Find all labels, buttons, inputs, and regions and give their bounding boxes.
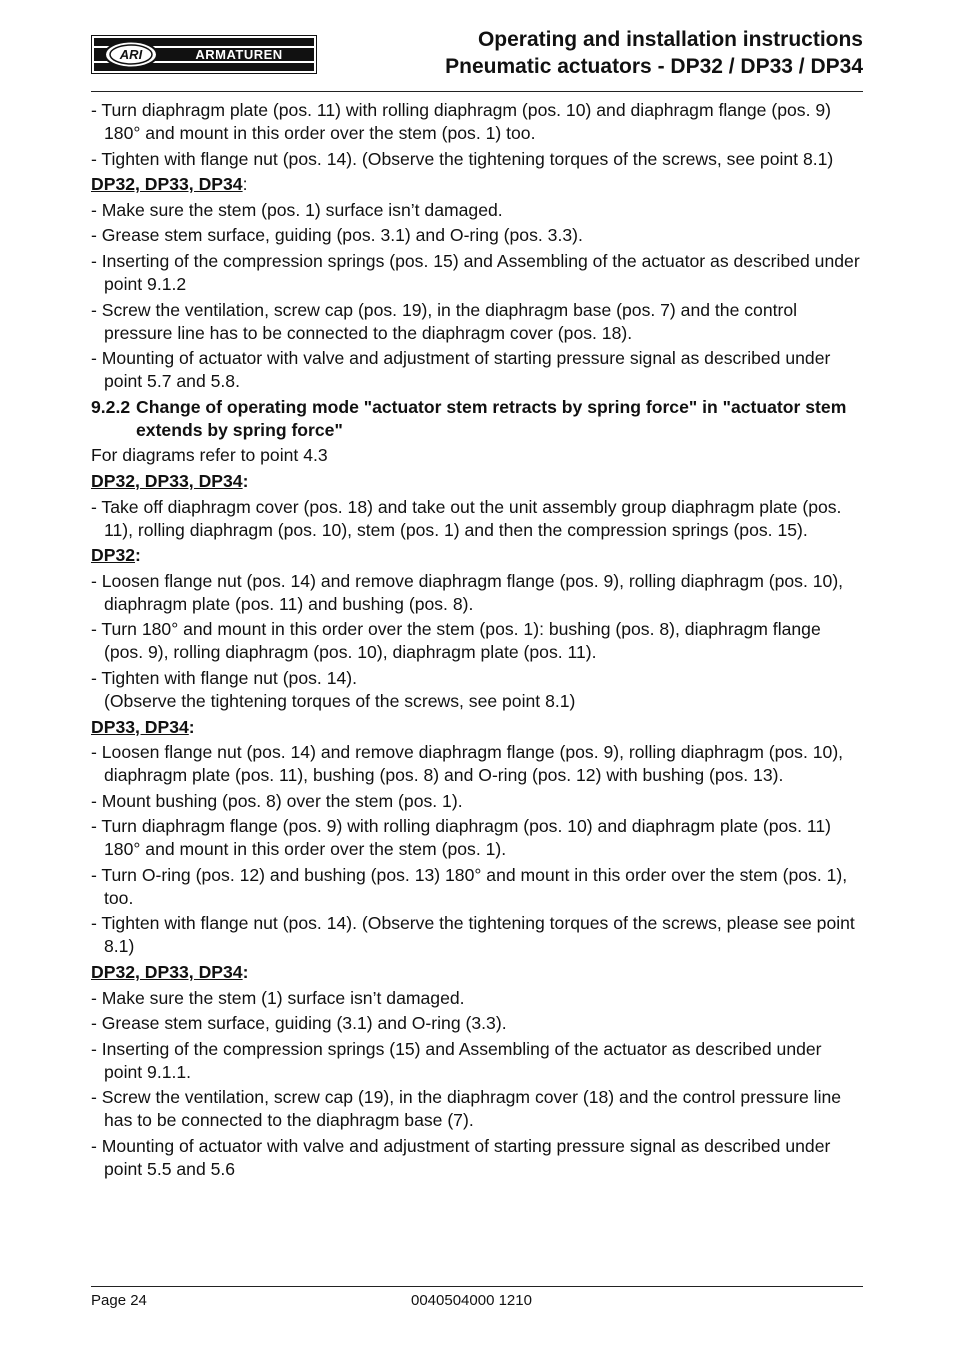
- instruction-step-text: - Tighten with flange nut (pos. 14). (Observe the tightening torques of the screws, please see point 8.1): [91, 913, 855, 957]
- instruction-step-text: - Mount bushing (pos. 8) over the stem (pos. 1).: [91, 790, 463, 811]
- instruction-step-text: - Screw the ventilation, screw cap (19), in the diaphragm cover (18) and the control pressure line has to be connected to the diaphragm base (7).: [91, 1087, 842, 1131]
- instruction-step: [91, 148, 863, 171]
- subheading-colon: :: [242, 962, 249, 983]
- instruction-step-text: - Make sure the stem (1) surface isn’t damaged.: [91, 987, 465, 1008]
- model-subheading-label: DP32, DP33, DP34: [91, 174, 243, 195]
- instruction-step: [91, 815, 863, 861]
- instruction-step-text: - Loosen flange nut (pos. 14) and remove diaphragm flange (pos. 9), rolling diaphragm (pos. 10), diaphragm plate (pos. 11) and bushing (pos. 8).: [91, 570, 844, 614]
- instruction-step-text: - Grease stem surface, guiding (3.1) and O-ring (3.3).: [91, 1013, 507, 1034]
- instruction-step: [91, 570, 863, 616]
- instruction-step: [91, 199, 863, 222]
- svg-text:ARI: ARI: [119, 47, 143, 62]
- instruction-step: [91, 1038, 863, 1084]
- instruction-step-text: - Grease stem surface, guiding (pos. 3.1) and O-ring (pos. 3.3).: [91, 225, 583, 246]
- instruction-step-text: - Take off diaphragm cover (pos. 18) and take out the unit assembly group diaphragm plate (pos. 11), rolling diaphragm (pos. 10), stem (pos. 1) and then the compression springs (pos. 15).: [91, 496, 842, 540]
- section-number: 9.2.2: [91, 396, 131, 417]
- subheading-colon: :: [242, 470, 249, 491]
- instruction-step-text: - Loosen flange nut (pos. 14) and remove diaphragm flange (pos. 9), rolling diaphragm (pos. 10), diaphragm plate (pos. 11), bushing (pos. 8) and O-ring (pos. 12) with bushing (pos. 13).: [91, 742, 844, 786]
- instruction-step: [91, 741, 863, 787]
- subheading-colon: :: [188, 716, 195, 737]
- section-title: Change of operating mode "actuator stem retracts by spring force" in "actuator stem extends by spring force": [136, 396, 847, 440]
- instruction-step: [91, 912, 863, 958]
- model-subheading-label: DP32: [91, 545, 136, 566]
- instruction-step: [91, 667, 863, 713]
- instruction-step: [91, 496, 863, 542]
- footer-divider: [91, 1286, 863, 1287]
- model-subheading-label: DP32, DP33, DP34: [91, 962, 243, 983]
- document-number: 0040504000 1210: [411, 1292, 532, 1309]
- subheading-colon: :: [242, 174, 248, 195]
- instruction-step: [91, 1135, 863, 1181]
- model-subheading: [91, 173, 863, 196]
- instruction-step-text: - Screw the ventilation, screw cap (pos. 19), in the diaphragm base (pos. 7) and the control pressure line has to be connected to the diaphragm cover (pos. 18).: [91, 299, 798, 343]
- instruction-step: [91, 250, 863, 296]
- instruction-step-text: - Inserting of the compression springs (pos. 15) and Assembling of the actuator as described under point 9.1.2: [91, 250, 860, 294]
- instruction-step: [91, 1012, 863, 1035]
- instruction-step: [91, 99, 863, 145]
- document-title: [445, 26, 863, 80]
- page-number: Page 24: [91, 1292, 147, 1309]
- model-subheading: [91, 470, 863, 493]
- section-heading: [91, 396, 863, 442]
- instruction-step-text: - Mounting of actuator with valve and adjustment of starting pressure signal as described under point 5.5 and 5.6: [91, 1136, 831, 1180]
- instruction-step-text: - Tighten with flange nut (pos. 14).: [91, 667, 358, 688]
- instruction-step: [91, 1086, 863, 1132]
- svg-text:ARMATUREN: ARMATUREN: [195, 47, 283, 62]
- model-subheading-label: DP33, DP34: [91, 716, 189, 737]
- instruction-step: [91, 864, 863, 910]
- instruction-step-text: - Turn O-ring (pos. 12) and bushing (pos. 13) 180° and mount in this order over the stem (pos. 1), too.: [91, 864, 848, 908]
- subheading-colon: :: [135, 545, 141, 566]
- instruction-step-text: - Turn diaphragm plate (pos. 11) with rolling diaphragm (pos. 10) and diaphragm flange (pos. 9) 180° and mount in this order over the stem (pos. 1) too.: [91, 100, 831, 143]
- paragraph: For diagrams refer to point 4.3: [91, 445, 328, 466]
- instruction-step: [91, 987, 863, 1010]
- instruction-step-text: - Make sure the stem (pos. 1) surface isn’t damaged.: [91, 199, 503, 220]
- title-line-2: Pneumatic actuators - DP32 / DP33 / DP34: [445, 55, 863, 78]
- instruction-step: [91, 224, 863, 247]
- instruction-step-note: (Observe the tightening torques of the screws, see point 8.1): [104, 690, 576, 711]
- model-subheading: [91, 961, 863, 984]
- instruction-step-text: - Turn diaphragm flange (pos. 9) with rolling diaphragm (pos. 10) and diaphragm plate (pos. 11) 180° and mount in this order over the stem (pos. 1).: [91, 816, 831, 860]
- instruction-step-text: - Turn 180° and mount in this order over the stem (pos. 1): bushing (pos. 8), diaphragm flange (pos. 9), rolling diaphragm (pos. 10), diaphragm plate (pos. 11).: [91, 619, 821, 663]
- instruction-step: [91, 790, 863, 813]
- instruction-step: [91, 618, 863, 664]
- instruction-body: [91, 99, 863, 1184]
- title-line-1: Operating and installation instructions: [477, 28, 863, 51]
- header-divider: [91, 91, 863, 92]
- instruction-step: [91, 347, 863, 393]
- model-subheading: [91, 544, 863, 567]
- instruction-step-text: - Tighten with flange nut (pos. 14). (Observe the tightening torques of the screws, see point 8.1): [91, 148, 834, 169]
- model-subheading-label: DP32, DP33, DP34: [91, 470, 243, 491]
- instruction-step-text: - Inserting of the compression springs (15) and Assembling of the actuator as described under point 9.1.1.: [91, 1038, 822, 1082]
- ari-armaturen-logo: [91, 35, 317, 74]
- instruction-step: [91, 299, 863, 345]
- model-subheading: [91, 716, 863, 739]
- instruction-step-text: - Mounting of actuator with valve and adjustment of starting pressure signal as described under point 5.7 and 5.8.: [91, 348, 831, 392]
